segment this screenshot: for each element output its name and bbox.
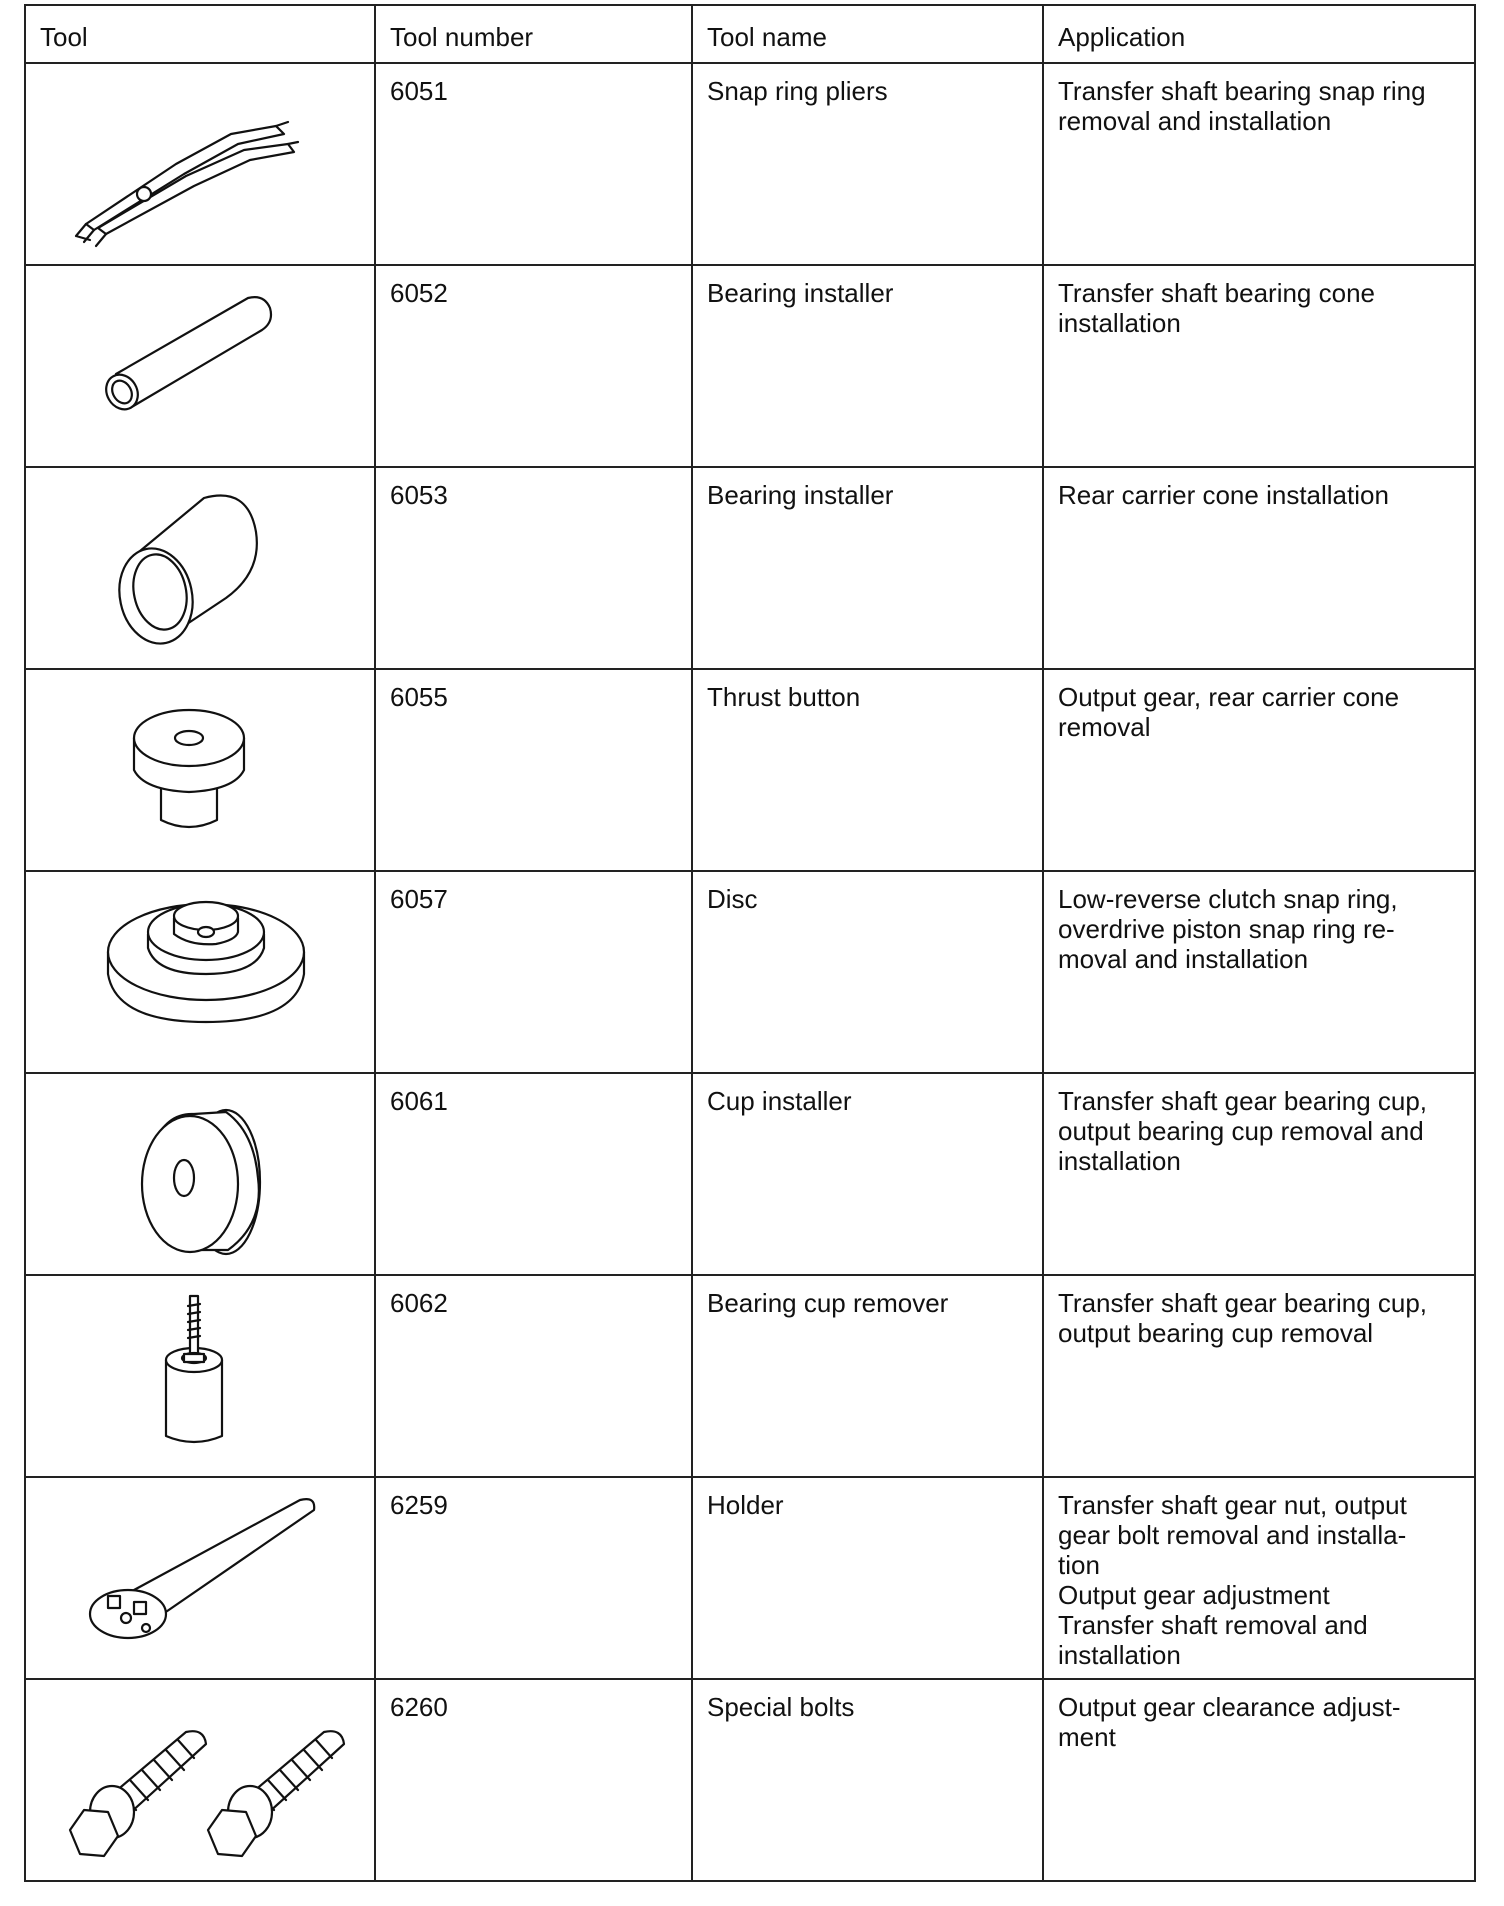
tool-image-cell <box>25 669 375 871</box>
bearing-installer-tube-icon <box>26 266 374 464</box>
tool-application: Transfer shaft bearing snap ring removal and installation <box>1043 63 1475 265</box>
table-row <box>25 467 1475 669</box>
tool-application: Low-reverse clutch snap ring, overdrive piston snap ring re- moval and installation <box>1043 871 1475 1073</box>
tool-number: 6052 <box>375 265 692 467</box>
table-row <box>25 265 1475 467</box>
snap-ring-pliers-icon <box>26 64 374 262</box>
table-row <box>25 871 1475 1073</box>
tool-image-cell <box>25 467 375 669</box>
thrust-button-icon <box>26 670 374 868</box>
bearing-installer-cylinder-icon <box>26 468 374 666</box>
tool-application: Output gear clearance adjust- ment <box>1043 1679 1475 1881</box>
tool-name: Thrust button <box>692 669 1043 871</box>
tool-number: 6055 <box>375 669 692 871</box>
tool-image-cell <box>25 265 375 467</box>
tool-number: 6260 <box>375 1679 692 1881</box>
tool-name: Holder <box>692 1477 1043 1679</box>
tool-number: 6053 <box>375 467 692 669</box>
special-tools-table <box>24 4 1476 1882</box>
tool-name: Disc <box>692 871 1043 1073</box>
tool-number: 6062 <box>375 1275 692 1477</box>
header-tool: Tool <box>25 5 375 63</box>
tool-application: Rear carrier cone installation <box>1043 467 1475 669</box>
tool-name: Special bolts <box>692 1679 1043 1881</box>
tool-application: Output gear, rear carrier cone removal <box>1043 669 1475 871</box>
bearing-cup-remover-icon <box>26 1276 374 1474</box>
cup-installer-icon <box>26 1074 374 1272</box>
tool-name: Cup installer <box>692 1073 1043 1275</box>
tool-application: Transfer shaft gear bearing cup, output bearing cup removal and installation <box>1043 1073 1475 1275</box>
header-row <box>25 5 1475 63</box>
tool-image-cell <box>25 63 375 265</box>
tool-number: 6061 <box>375 1073 692 1275</box>
tool-application: Transfer shaft bearing cone installation <box>1043 265 1475 467</box>
table-row <box>25 1477 1475 1679</box>
tool-image-cell <box>25 1073 375 1275</box>
table-row <box>25 63 1475 265</box>
holder-wrench-icon <box>26 1478 374 1676</box>
tool-image-cell <box>25 1477 375 1679</box>
tool-name: Bearing installer <box>692 265 1043 467</box>
tool-name: Bearing installer <box>692 467 1043 669</box>
tool-number: 6259 <box>375 1477 692 1679</box>
disc-icon <box>26 872 374 1070</box>
table-row <box>25 1679 1475 1881</box>
tool-name: Snap ring pliers <box>692 63 1043 265</box>
header-tool-name: Tool name <box>692 5 1043 63</box>
tool-number: 6051 <box>375 63 692 265</box>
tool-name: Bearing cup remover <box>692 1275 1043 1477</box>
table-row <box>25 1275 1475 1477</box>
tool-image-cell <box>25 1679 375 1881</box>
tool-application: Transfer shaft gear nut, output gear bolt removal and installa- tion Output gear adjustment Transfer shaft removal and installation <box>1043 1477 1475 1679</box>
tool-image-cell <box>25 871 375 1073</box>
tool-number: 6057 <box>375 871 692 1073</box>
tool-image-cell <box>25 1275 375 1477</box>
table-row <box>25 1073 1475 1275</box>
header-tool-number: Tool number <box>375 5 692 63</box>
special-bolts-icon <box>26 1680 374 1878</box>
tool-application: Transfer shaft gear bearing cup, output bearing cup removal <box>1043 1275 1475 1477</box>
header-application: Application <box>1043 5 1475 63</box>
table-row <box>25 669 1475 871</box>
